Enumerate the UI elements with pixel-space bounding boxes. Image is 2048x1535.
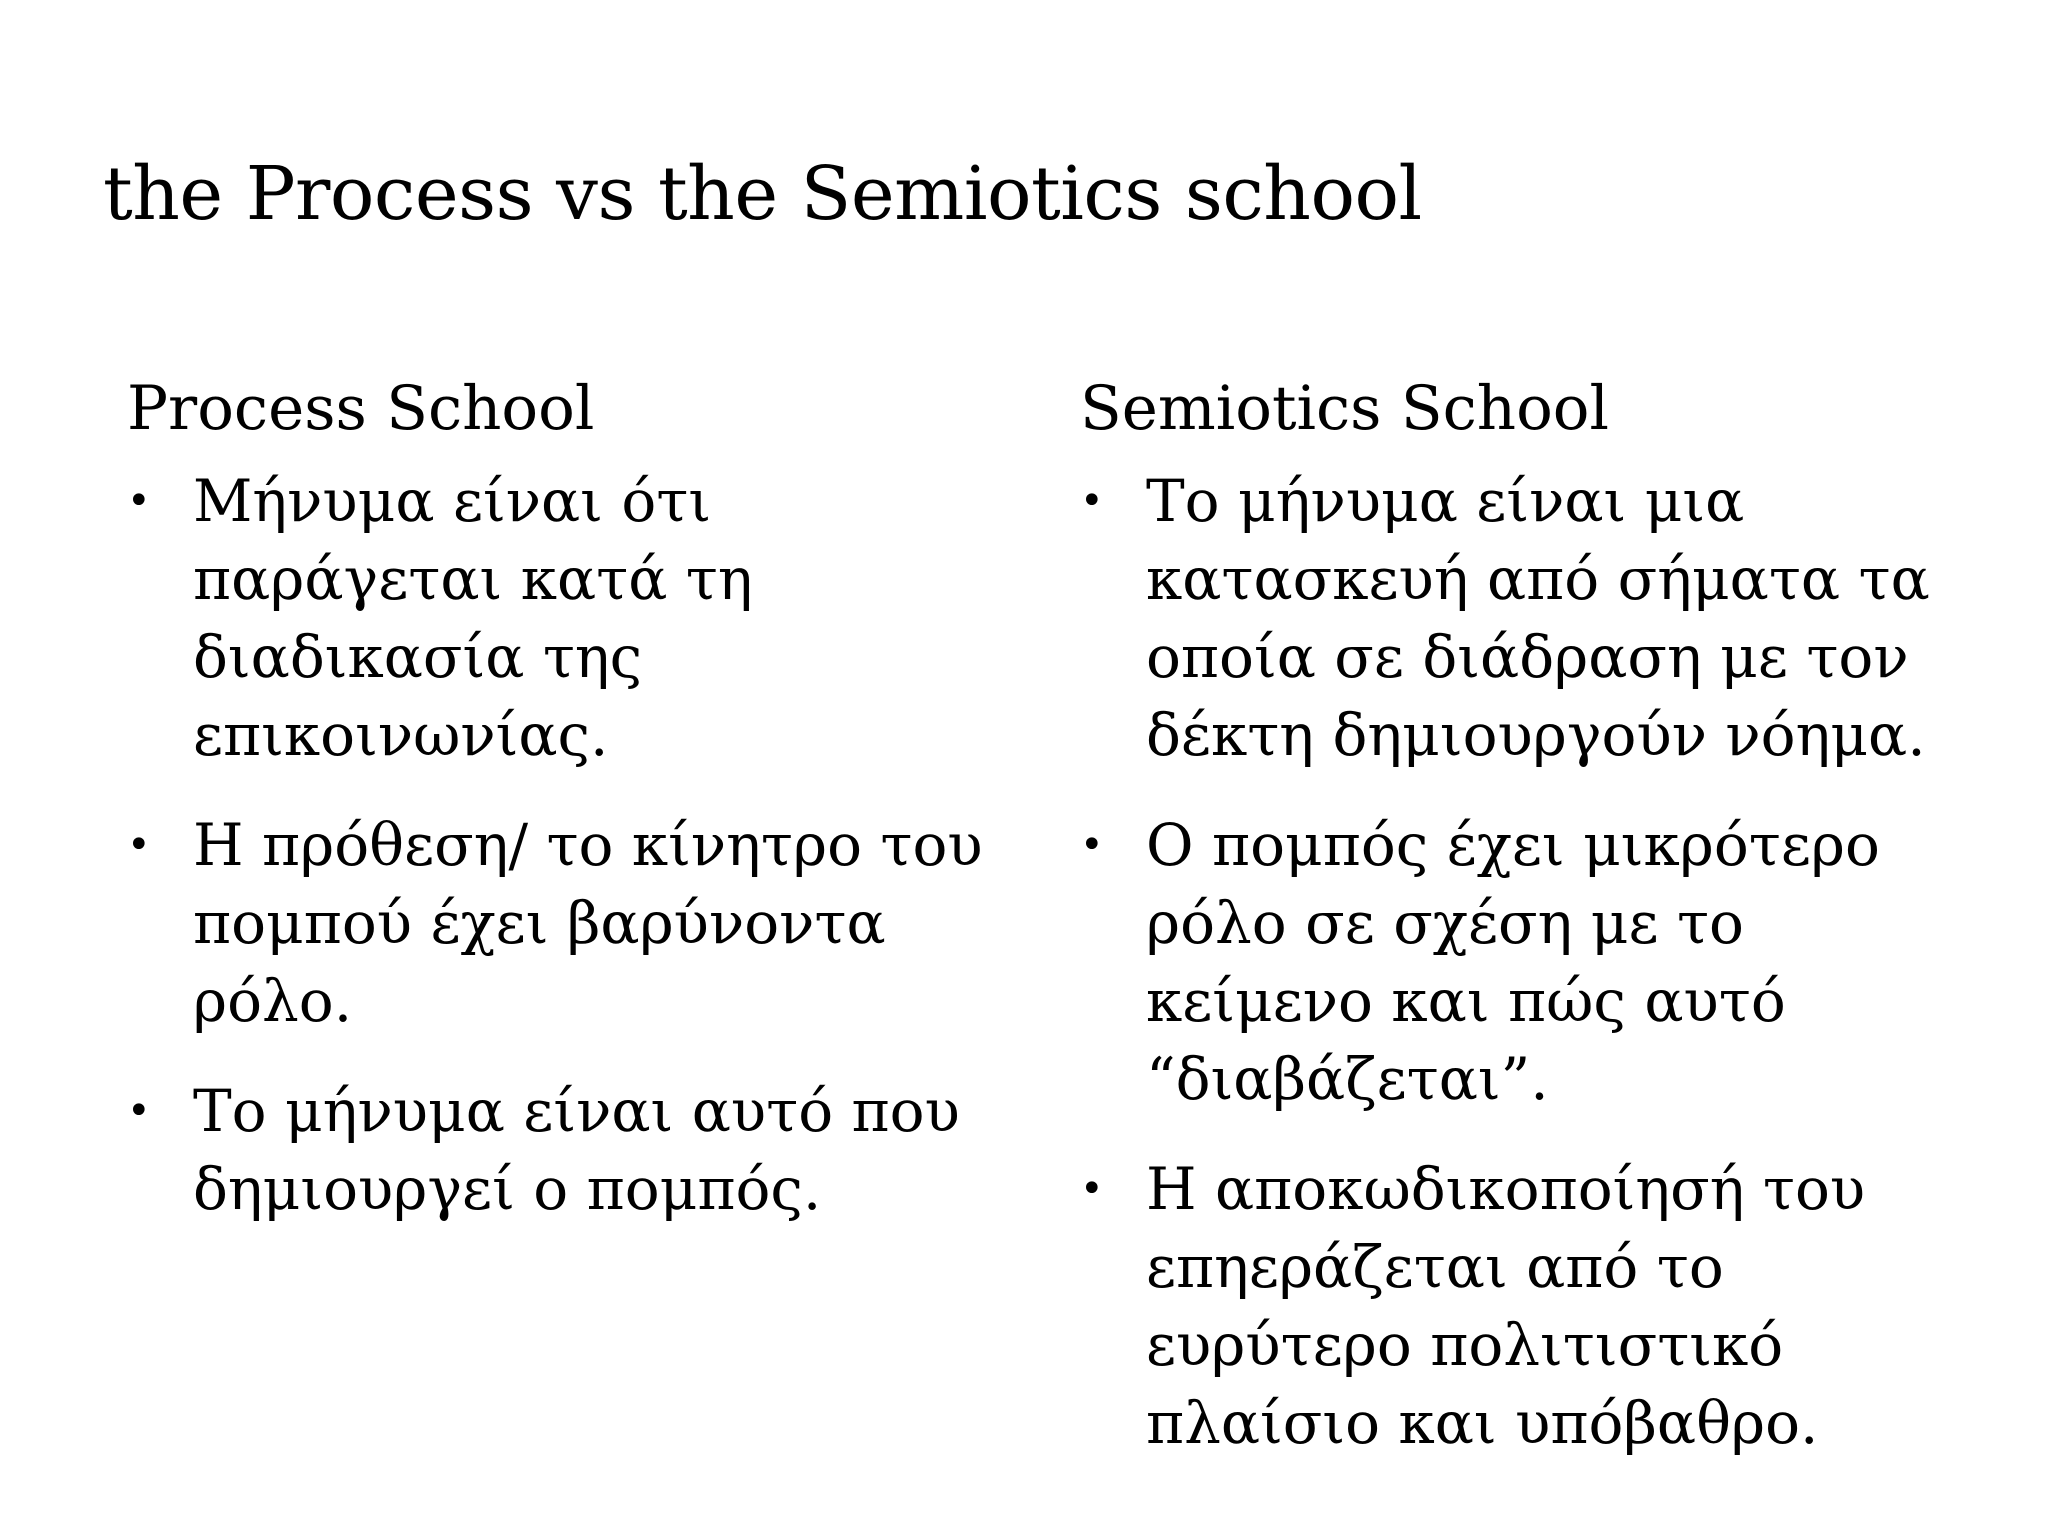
semiotics-school-heading: Semiotics School (1080, 373, 1610, 444)
bullet-text: Το μήνυμα είναι αυτό που δημιουργεί ο πομπός. (193, 1077, 960, 1223)
process-school-column (127, 370, 1007, 1260)
process-school-heading: Process School (127, 373, 595, 444)
bullet-text: Ο πομπός έχει μικρότερο ρόλο σε σχέση με το κείμενο και πώς αυτό “διαβάζεται”. (1146, 811, 1880, 1113)
bullet-icon: • (127, 822, 151, 868)
semiotics-school-column (1080, 370, 1980, 1494)
list-item (127, 462, 1007, 774)
bullet-icon: • (1080, 1166, 1104, 1212)
semiotics-school-bullets (1080, 462, 1980, 1462)
list-item (1080, 806, 1980, 1118)
bullet-text: Η πρόθεση/ το κίνητρο του πομπού έχει βαρύνοντα ρόλο. (193, 811, 983, 1035)
list-item (1080, 1150, 1980, 1462)
bullet-icon: • (1080, 822, 1104, 868)
process-school-bullets (127, 462, 1007, 1228)
bullet-text: Το μήνυμα είναι μια κατασκευή από σήματα τα οποία σε διάδραση με τον δέκτη δημιουργούν νόημα. (1146, 467, 1930, 769)
bullet-text: Μήνυμα είναι ότι παράγεται κατά τη διαδικασία της επικοινωνίας. (193, 467, 753, 769)
list-item (127, 806, 1007, 1040)
bullet-text: Η αποκωδικοποίησή του επηεράζεται από το ευρύτερο πολιτιστικό πλαίσιο και υπόβαθρο. (1146, 1155, 1866, 1457)
list-item (1080, 462, 1980, 774)
bullet-icon: • (127, 1088, 151, 1134)
bullet-icon: • (1080, 478, 1104, 524)
bullet-icon: • (127, 478, 151, 524)
list-item (127, 1072, 1007, 1228)
slide-title: the Process vs the Semiotics school (103, 151, 1422, 237)
